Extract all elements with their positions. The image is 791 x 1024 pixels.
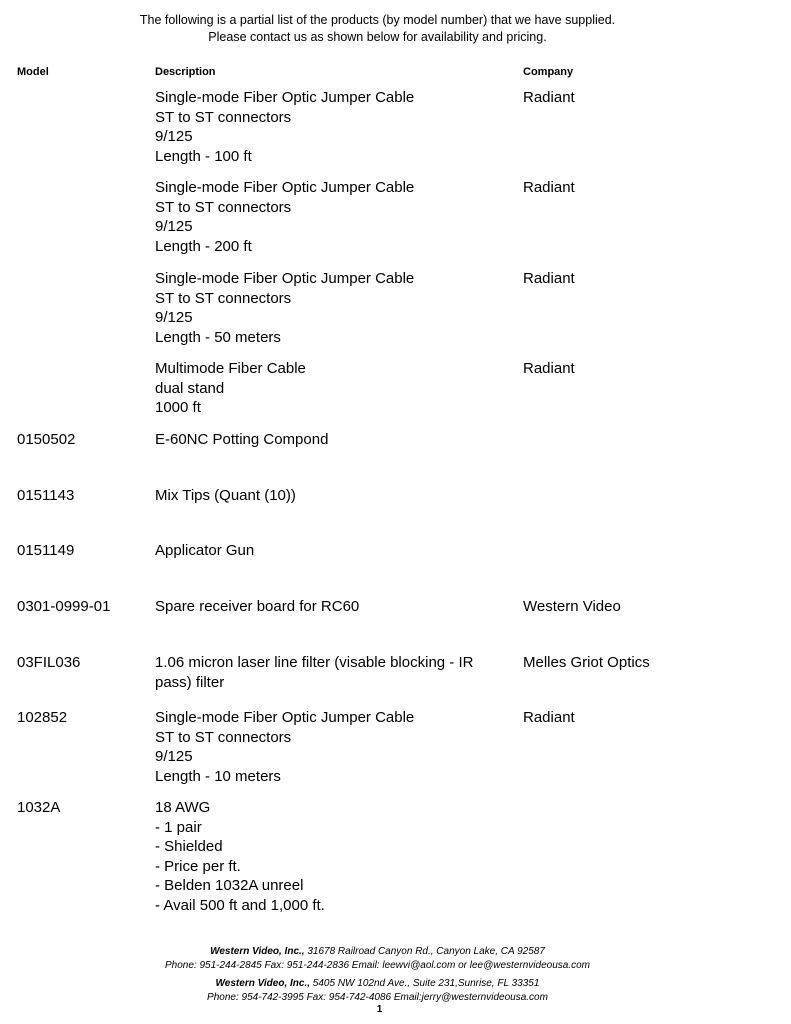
footer-office-1 (0, 945, 755, 973)
model-cell: 0150502 (17, 431, 76, 448)
description-line: - Belden 1032A unreel (155, 877, 304, 894)
model-cell: 0151149 (17, 542, 75, 559)
description-cell (155, 430, 500, 450)
description-cell (155, 541, 500, 561)
description-line: Length - 100 ft (155, 147, 252, 165)
office-1-address: 31678 Railroad Canyon Rd., Canyon Lake, CA 92587 (304, 946, 545, 957)
description-cell (155, 708, 500, 786)
description-cell (155, 486, 500, 506)
description-line: 9/125 (155, 218, 193, 235)
description-line: 9/125 (155, 748, 193, 765)
description-line: Mix Tips (Quant (10)) (155, 487, 296, 504)
company-cell: Radiant (523, 270, 575, 287)
model-cell: 0301-0999-01 (17, 598, 111, 615)
description-cell (155, 178, 500, 256)
office-1-name: Western Video, Inc., (210, 946, 305, 957)
description-line: Applicator Gun (155, 542, 255, 559)
header-model: Model (17, 66, 49, 78)
intro-line-1: The following is a partial list of the products (by model number) that we have supplied. (139, 13, 616, 27)
description-line: Length - 200 ft (155, 237, 252, 255)
description-line: ST to ST connectors (155, 108, 292, 126)
footer-office-2 (0, 977, 755, 1005)
company-cell: Radiant (523, 89, 575, 106)
header-company: Company (523, 66, 574, 78)
intro-line-2: Please contact us as shown below for availability and pricing. (208, 30, 547, 44)
company-cell: Western Video (523, 598, 621, 615)
description-line: 9/125 (155, 128, 193, 145)
description-cell (155, 359, 500, 418)
description-line: Single-mode Fiber Optic Jumper Cable (155, 270, 415, 287)
company-cell: Melles Griot Optics (523, 654, 650, 671)
description-line: - Shielded (155, 838, 223, 855)
header-description: Description (155, 66, 216, 78)
description-line: 18 AWG (155, 799, 211, 816)
company-cell: Radiant (523, 709, 575, 726)
description-line: dual stand (155, 379, 225, 397)
description-line: ST to ST connectors (155, 198, 292, 216)
description-line: 1.06 micron laser line filter (visable blocking - IR pass) filter (155, 654, 474, 691)
description-line: E-60NC Potting Compond (155, 431, 329, 448)
description-line: Single-mode Fiber Optic Jumper Cable (155, 709, 415, 726)
description-line: Multimode Fiber Cable (155, 360, 306, 377)
intro-text (0, 12, 755, 46)
description-line: ST to ST connectors (155, 728, 292, 746)
model-cell: 1032A (17, 799, 61, 816)
model-cell: 102852 (17, 709, 68, 726)
description-line: 9/125 (155, 309, 193, 326)
office-2-contact: Phone: 954-742-3995 Fax: 954-742-4086 Email:jerry@westernvideousa.com (207, 992, 548, 1003)
description-line: Single-mode Fiber Optic Jumper Cable (155, 179, 415, 196)
company-cell: Radiant (523, 179, 575, 196)
model-cell: 03FIL036 (17, 654, 81, 671)
description-cell (155, 653, 500, 692)
description-cell (155, 597, 500, 617)
description-line: Length - 50 meters (155, 328, 281, 346)
description-line: Spare receiver board for RC60 (155, 598, 360, 615)
model-cell: 0151143 (17, 487, 75, 504)
description-cell (155, 798, 500, 915)
description-line: ST to ST connectors (155, 289, 292, 307)
office-2-address: 5405 NW 102nd Ave., Suite 231,Sunrise, FL 33351 (310, 978, 540, 989)
description-line: Single-mode Fiber Optic Jumper Cable (155, 89, 415, 106)
description-line: - 1 pair (155, 818, 202, 836)
description-line: - Avail 500 ft and 1,000 ft. (155, 896, 325, 914)
office-1-contact: Phone: 951-244-2845 Fax: 951-244-2836 Email: leewvi@aol.com or lee@westernvideousa.com (165, 960, 590, 971)
description-line: 1000 ft (155, 399, 201, 416)
description-line: Length - 10 meters (155, 767, 281, 785)
description-cell (155, 269, 500, 347)
description-line: - Price per ft. (155, 857, 241, 875)
office-2-name: Western Video, Inc., (215, 978, 311, 989)
company-cell: Radiant (523, 360, 575, 377)
description-cell (155, 88, 500, 166)
page-number: 1 (376, 1004, 383, 1015)
